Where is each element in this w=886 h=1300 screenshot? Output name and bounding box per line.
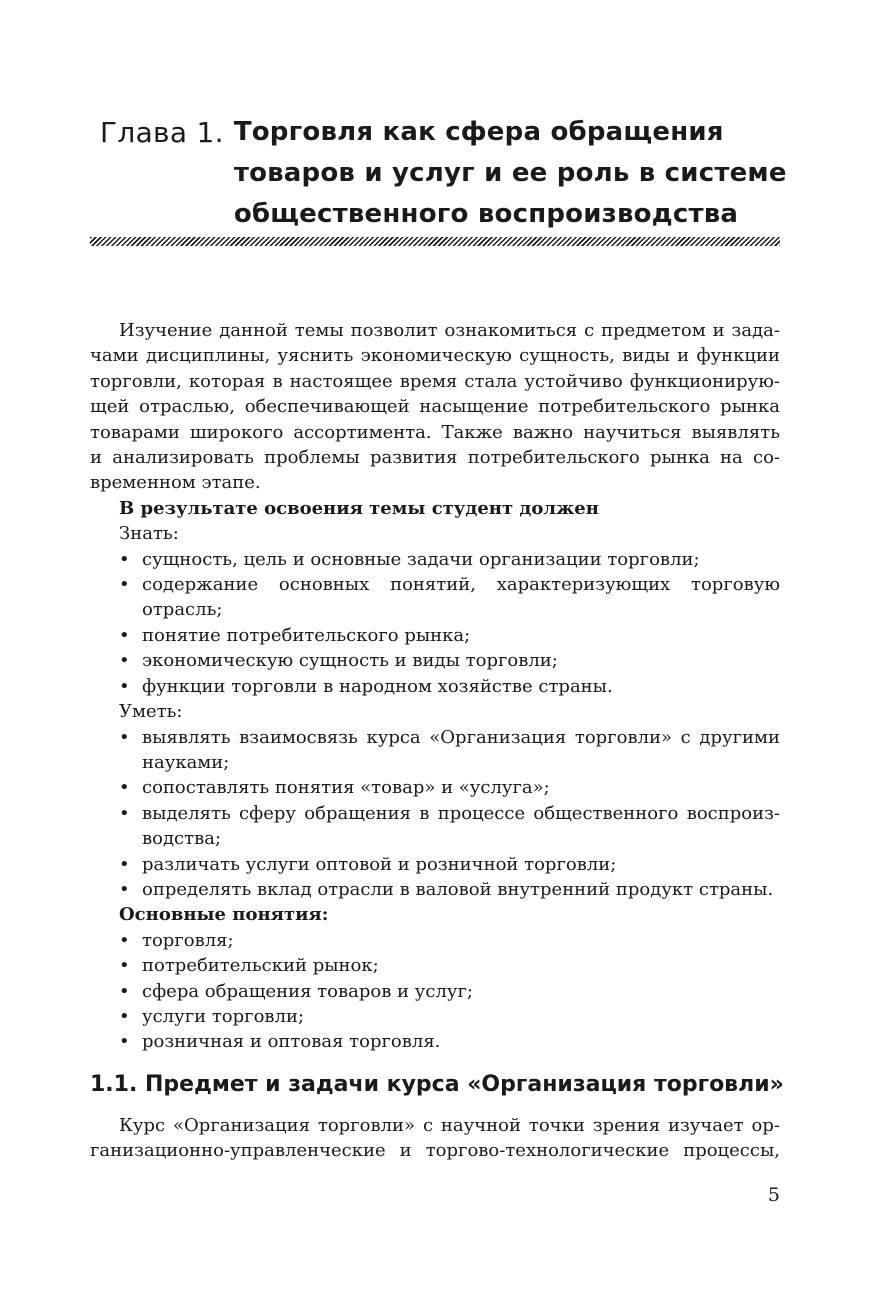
list-item (90, 953, 780, 978)
chapter-title-line: Торговля как сфера обращения (233, 117, 724, 147)
text-line: щей отраслью, обеспечивающей насыщение потребительского рынка (90, 396, 780, 418)
bullet: • (119, 1005, 130, 1027)
can-list (90, 725, 780, 903)
section-paragraph (90, 1113, 780, 1164)
list-item-text: сопоставлять понятия «товар» и «услуга»; (142, 777, 550, 799)
page-number: 5 (767, 1184, 780, 1206)
outcomes-heading: В результате освоения темы студент должен (119, 497, 599, 519)
bullet: • (119, 624, 130, 646)
list-item-text: определять вклад отрасли в валовой внутренний продукт страны. (142, 878, 774, 900)
know-list (90, 547, 780, 699)
concepts-list (90, 928, 780, 1055)
list-item-text: понятие потребительского рынка; (142, 624, 471, 646)
text-line: чами дисциплины, уяснить экономическую сущность, виды и функции (90, 345, 780, 367)
bullet: • (119, 980, 130, 1002)
chapter-title (234, 112, 787, 235)
can-label: Уметь: (119, 701, 183, 723)
text-line: товарами широкого ассортимента. Также важно научиться выявлять (90, 421, 780, 443)
list-item-text: торговля; (142, 929, 234, 951)
list-item (90, 928, 780, 953)
list-item (90, 1004, 780, 1029)
list-item (90, 648, 780, 673)
bullet: • (119, 878, 130, 900)
list-item (90, 674, 780, 699)
text-line: ганизационно-управленческие и торгово-технологические процессы, (90, 1140, 780, 1162)
text-line: Курс «Организация торговли» с научной точки зрения изучает ор- (119, 1115, 780, 1136)
list-item (90, 877, 780, 902)
list-item (90, 547, 780, 572)
list-item-text: услуги торговли; (142, 1005, 305, 1027)
bullet: • (119, 1031, 130, 1053)
chapter-heading (100, 112, 790, 235)
list-item-text: содержание основных понятий, характеризующих торговую (142, 574, 780, 596)
list-item (90, 1029, 780, 1054)
section-body (90, 1113, 780, 1164)
list-item-text: потребительский рынок; (142, 955, 379, 977)
list-item-text: функции торговли в народном хозяйстве страны. (142, 675, 613, 697)
bullet: • (119, 675, 130, 697)
list-item-text: экономическую сущность и виды торговли; (142, 650, 558, 672)
bullet: • (119, 574, 130, 596)
chapter-title-line: товаров и услуг и ее роль в системе (233, 158, 787, 188)
list-item (90, 801, 780, 852)
bullet: • (119, 548, 130, 570)
list-item-text: розничная и оптовая торговля. (142, 1031, 441, 1053)
list-item-text: выделять сферу обращения в процессе общественного воспроиз- (142, 802, 780, 824)
bullet: • (119, 802, 130, 824)
bullet: • (119, 929, 130, 951)
text-line: Изучение данной темы позволит ознакомиться с предметом и зада- (119, 320, 780, 341)
bullet: • (119, 853, 130, 875)
text-line: временном этапе. (90, 472, 261, 494)
list-item-text: сфера обращения товаров и услуг; (142, 980, 473, 1002)
list-item-text: науками; (142, 751, 230, 773)
text-line: и анализировать проблемы развития потребительского рынка на со- (90, 447, 780, 469)
list-item (90, 852, 780, 877)
intro-paragraph (90, 318, 780, 496)
hatched-divider (90, 237, 780, 246)
main-text (90, 318, 780, 1055)
concepts-heading: Основные понятия: (119, 904, 329, 926)
chapter-label: Глава 1. (100, 116, 224, 149)
list-item (90, 725, 780, 776)
know-label: Знать: (119, 523, 179, 545)
bullet: • (119, 777, 130, 799)
bullet: • (119, 650, 130, 672)
list-item-text: различать услуги оптовой и розничной торговли; (142, 853, 617, 875)
bullet: • (119, 955, 130, 977)
bullet: • (119, 726, 130, 748)
list-item-text: сущность, цель и основные задачи организации торговли; (142, 548, 700, 570)
list-item (90, 572, 780, 623)
list-item (90, 775, 780, 800)
list-item-text: выявлять взаимосвязь курса «Организация торговли» с другими (142, 726, 780, 748)
text-line: торговли, которая в настоящее время стала устойчиво функционирую- (90, 370, 780, 392)
list-item-text: водства; (142, 828, 222, 850)
section-heading: 1.1. Предмет и задачи курса «Организация торговли» (90, 1072, 784, 1097)
list-item (90, 623, 780, 648)
list-item (90, 979, 780, 1004)
list-item-text: отрасль; (142, 599, 223, 621)
chapter-title-line: общественного воспроизводства (233, 199, 739, 229)
